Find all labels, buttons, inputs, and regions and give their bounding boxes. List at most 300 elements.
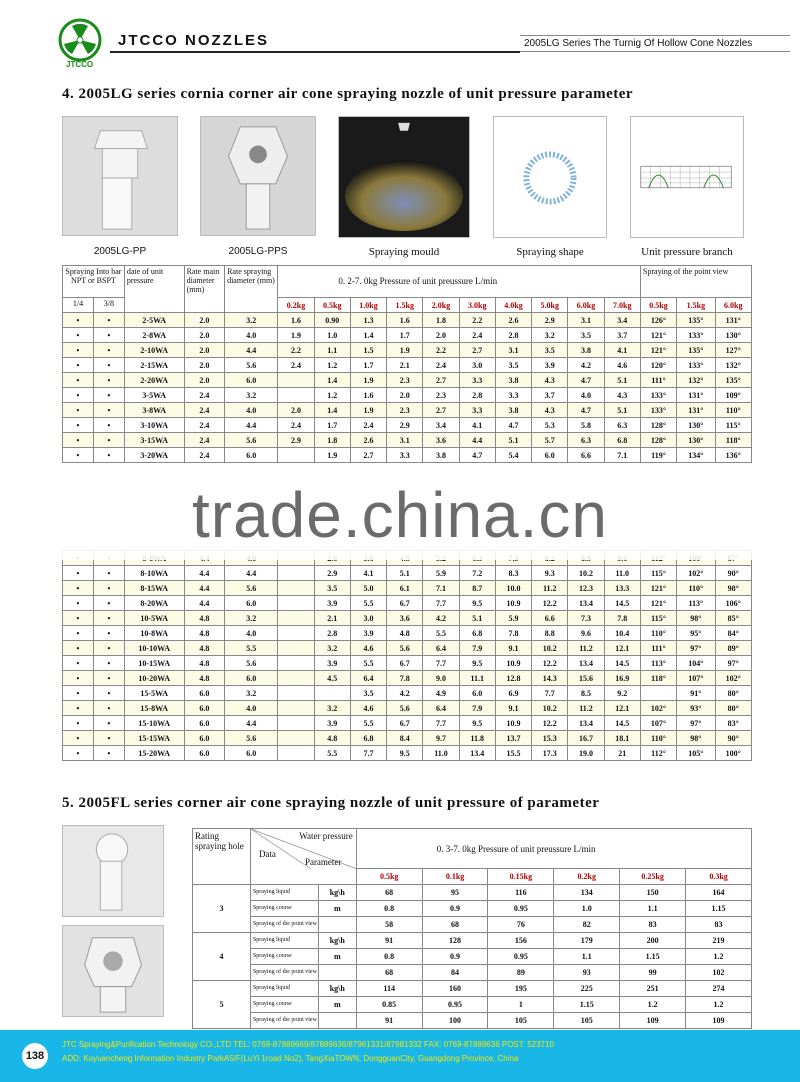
table-cell: 195 — [488, 981, 554, 997]
table-cell: • — [63, 581, 94, 596]
table-cell: 121° — [640, 581, 676, 596]
table-cell: 9.7 — [423, 731, 459, 746]
table-cell: 2-8WA — [124, 328, 184, 343]
table-cell: 6.4 — [423, 641, 459, 656]
table-row — [63, 418, 752, 433]
table-cell: 6.7 — [387, 596, 423, 611]
table-cell: 9.6 — [568, 626, 604, 641]
table-cell: 2.9 — [387, 418, 423, 433]
page-header — [0, 0, 800, 72]
table-cell: 5.1 — [604, 373, 640, 388]
table-cell: 6.0 — [225, 671, 278, 686]
table-cell: 118° — [715, 433, 751, 448]
table-cell: 3-8WA — [124, 403, 184, 418]
table-cell: • — [63, 746, 94, 761]
table-cell — [278, 388, 314, 403]
table-cell: 2.0 — [278, 403, 314, 418]
table-cell: 1.6 — [278, 313, 314, 328]
table-cell: 15.3 — [532, 731, 568, 746]
table-cell: 6.0 — [532, 448, 568, 463]
pressure-col-9: 7.0kg — [604, 298, 640, 313]
table-cell: 1.1 — [620, 901, 686, 917]
table-cell: 4.4 — [225, 418, 278, 433]
table-cell: • — [93, 418, 124, 433]
table-cell: • — [63, 418, 94, 433]
table-cell — [278, 701, 314, 716]
table-cell: 1.1 — [314, 343, 350, 358]
table-cell: 3.2 — [314, 701, 350, 716]
table-cell: 133° — [640, 403, 676, 418]
table-cell: 2.9 — [314, 566, 350, 581]
fl-pressure-col-3: 0.2kg — [554, 869, 620, 885]
table-cell: 4.4 — [225, 716, 278, 731]
table-cell: 2.7 — [350, 448, 386, 463]
watermark-text: trade.china.cn — [191, 479, 609, 551]
table-cell: 4.0 — [225, 701, 278, 716]
table-cell: 89° — [715, 641, 751, 656]
table-cell: 3.7 — [532, 388, 568, 403]
table-cell: 14.3 — [532, 671, 568, 686]
header-parameter: Parameter — [304, 857, 342, 867]
pressure-col-0: 0.2kg — [278, 298, 314, 313]
unit-cell — [318, 965, 356, 981]
table-cell: 8.4 — [387, 731, 423, 746]
table-cell: 251 — [620, 981, 686, 997]
table-row — [63, 686, 752, 701]
table-cell: 3.4 — [423, 418, 459, 433]
table-cell: 2.4 — [184, 448, 225, 463]
table-cell: 15-5WA — [124, 686, 184, 701]
table-cell — [278, 626, 314, 641]
header-into-bar: Spraying Into bar NPT or BSPT — [63, 266, 125, 298]
table-cell: 1.5 — [350, 343, 386, 358]
table-row — [63, 626, 752, 641]
table-cell: 5.6 — [225, 731, 278, 746]
table-cell: 2.4 — [184, 418, 225, 433]
table-cell — [278, 448, 314, 463]
spraying-hole-cell: 4 — [193, 933, 251, 981]
table-cell: 3-10WA — [124, 418, 184, 433]
table-cell: 13.4 — [459, 746, 495, 761]
nozzle-pp-icon — [63, 117, 177, 235]
table-cell: 102 — [686, 965, 752, 981]
table-cell: 5.6 — [225, 656, 278, 671]
table-cell: 2-10WA — [124, 343, 184, 358]
table-row — [63, 433, 752, 448]
table-cell: 2.0 — [423, 328, 459, 343]
table-cell: 10-20WA — [124, 671, 184, 686]
table-cell: 3.5 — [314, 581, 350, 596]
parameter-label: Spraying liquid — [250, 981, 318, 997]
table-cell: • — [93, 626, 124, 641]
table-cell: 5.4 — [495, 448, 531, 463]
table-cell: 2.6 — [495, 313, 531, 328]
table-cell: 160 — [422, 981, 488, 997]
table-cell: 7.7 — [532, 686, 568, 701]
table-cell: 3.9 — [314, 716, 350, 731]
table-cell: 4.8 — [387, 626, 423, 641]
table-cell: 2.1 — [314, 611, 350, 626]
caption-pp: 2005LG-PP — [93, 246, 147, 257]
table-cell: 5.5 — [314, 746, 350, 761]
pressure-graph-icon — [631, 117, 743, 237]
table-cell: 0.95 — [488, 949, 554, 965]
table-cell: 3.9 — [314, 596, 350, 611]
table-cell: 2.0 — [184, 328, 225, 343]
table-cell: 1.4 — [314, 373, 350, 388]
table-cell: 4.7 — [495, 418, 531, 433]
table-cell: 83 — [620, 917, 686, 933]
table-cell: 131° — [677, 403, 715, 418]
table-cell: 5.8 — [568, 418, 604, 433]
footer-address-line: ADD: Koyuancheng Information Industry ParkA5/F(LuYi 1road No2), TangXiaTOWN, DongguanCity, Guangdong Province, China — [62, 1054, 519, 1063]
table-cell: 133° — [677, 328, 715, 343]
table-cell: 1.9 — [387, 343, 423, 358]
table-cell: 10.2 — [568, 566, 604, 581]
table-cell: 1.7 — [350, 358, 386, 373]
table-cell: 110° — [640, 731, 676, 746]
table-cell: 110° — [715, 403, 751, 418]
table-cell: 6.8 — [604, 433, 640, 448]
table-cell: 4.4 — [225, 343, 278, 358]
table-cell: 112° — [640, 746, 676, 761]
table-cell: 6.8 — [350, 731, 386, 746]
unit-cell: m — [318, 901, 356, 917]
table-cell: 9.1 — [495, 701, 531, 716]
table-cell: 109 — [620, 1013, 686, 1029]
table-cell: 16.7 — [568, 731, 604, 746]
table-cell: 97° — [715, 656, 751, 671]
table-cell — [278, 731, 314, 746]
table-cell: 121° — [640, 596, 676, 611]
pressure-col-4: 2.0kg — [423, 298, 459, 313]
table-cell — [278, 716, 314, 731]
table-cell: 2.2 — [459, 313, 495, 328]
table-cell: 2.3 — [387, 373, 423, 388]
table-cell: 128° — [640, 433, 676, 448]
table-cell: 7.1 — [604, 448, 640, 463]
table-cell: 85° — [715, 611, 751, 626]
table-cell: 3.7 — [604, 328, 640, 343]
table-cell: 8-10WA — [124, 566, 184, 581]
table-cell: 15.5 — [495, 746, 531, 761]
table-cell: 2.7 — [459, 343, 495, 358]
table-cell — [314, 686, 350, 701]
table-cell: 5.9 — [423, 566, 459, 581]
table-cell: 4.0 — [568, 388, 604, 403]
table-cell: 6.3 — [604, 418, 640, 433]
table-cell: 10.2 — [532, 641, 568, 656]
table-cell: 12.1 — [604, 641, 640, 656]
table-row — [63, 731, 752, 746]
table-cell: 4.3 — [532, 373, 568, 388]
table-cell: 3.1 — [387, 433, 423, 448]
table-cell: 89 — [488, 965, 554, 981]
table-cell: 4.8 — [314, 731, 350, 746]
table-cell: 16.9 — [604, 671, 640, 686]
table-cell: 3.6 — [423, 433, 459, 448]
table-cell: 3.8 — [423, 448, 459, 463]
table-row — [63, 373, 752, 388]
table-cell: 134 — [554, 885, 620, 901]
table-cell: 8.8 — [532, 626, 568, 641]
table-cell: 100 — [422, 1013, 488, 1029]
table-cell: 15-8WA — [124, 701, 184, 716]
spraying-mould-photo — [338, 116, 470, 238]
table-cell: • — [63, 656, 94, 671]
table-cell: 83° — [715, 716, 751, 731]
table-cell: 11.0 — [423, 746, 459, 761]
table-cell: 3.1 — [568, 313, 604, 328]
table-cell: 1.6 — [387, 313, 423, 328]
table-cell: 93 — [554, 965, 620, 981]
table-cell: 2.0 — [184, 358, 225, 373]
table-cell: • — [63, 403, 94, 418]
table-cell: • — [63, 701, 94, 716]
table-cell: 130° — [677, 433, 715, 448]
table-cell: 111° — [640, 373, 676, 388]
table-cell: 2.2 — [278, 343, 314, 358]
footer-company-line: JTC Spraying&Purification Technology CO.,LTD TEL: 0769-87889669/87889636/87961331/87981332 FAX: 0769-87889636 POST: 523710 — [62, 1040, 554, 1049]
table-cell: 10-15WA — [124, 656, 184, 671]
product-photo-pps — [200, 116, 316, 236]
table-cell: 110° — [640, 626, 676, 641]
table-cell: 10.2 — [532, 701, 568, 716]
table-cell: 105 — [554, 1013, 620, 1029]
table-cell: 4.0 — [225, 626, 278, 641]
table-cell: 5.6 — [387, 701, 423, 716]
table-cell: 2.8 — [314, 626, 350, 641]
table-cell: 8.3 — [495, 566, 531, 581]
unit-cell — [318, 917, 356, 933]
header-pressure-range-2: 0. 3-7. 0kg Pressure of unit preussure L/min — [356, 829, 751, 869]
table-cell: 6.6 — [568, 448, 604, 463]
table-cell: 9.5 — [459, 716, 495, 731]
table-cell: 5.5 — [350, 596, 386, 611]
parameter-table-2005fl — [192, 828, 752, 1029]
table-cell: 95° — [677, 626, 715, 641]
table-cell: 128° — [640, 418, 676, 433]
table-cell: 3.0 — [350, 611, 386, 626]
table-cell: 7.2 — [459, 566, 495, 581]
table-cell: 93° — [677, 701, 715, 716]
unit-cell: m — [318, 949, 356, 965]
table-cell: • — [93, 433, 124, 448]
table-cell: 4.5 — [314, 671, 350, 686]
table-cell: • — [93, 343, 124, 358]
header-pressure-range: 0. 2-7. 0kg Pressure of unit preussure L/min — [278, 266, 641, 298]
table-cell: 90° — [715, 566, 751, 581]
table-cell: 4.4 — [225, 566, 278, 581]
angle-col-2: 6.0kg — [715, 298, 751, 313]
table-cell — [278, 641, 314, 656]
table-cell: 0.8 — [356, 949, 422, 965]
table-cell: 11.1 — [459, 671, 495, 686]
header-spray-diameter: Rate spraying diameter (mm) — [225, 266, 278, 313]
table-cell: • — [63, 686, 94, 701]
table-row — [63, 671, 752, 686]
pressure-col-5: 3.0kg — [459, 298, 495, 313]
table-cell: • — [93, 746, 124, 761]
table-cell: 12.2 — [532, 656, 568, 671]
table-cell: 4.8 — [184, 641, 225, 656]
parameter-label: Spraying course — [250, 901, 318, 917]
header-quarter: 1/4 — [63, 298, 94, 313]
table-cell: • — [93, 566, 124, 581]
angle-col-0: 0.5kg — [640, 298, 676, 313]
table-cell: 0.8 — [356, 901, 422, 917]
table-cell — [278, 746, 314, 761]
table-cell: 12.2 — [532, 596, 568, 611]
unit-pressure-branch-photo — [630, 116, 744, 238]
section2-title: 5. 2005FL series corner air cone spraying nozzle of unit pressure of parameter — [62, 795, 600, 811]
table-cell: 15.6 — [568, 671, 604, 686]
table-cell: • — [63, 671, 94, 686]
table-cell: 5.6 — [225, 433, 278, 448]
table-cell: 2-5WA — [124, 313, 184, 328]
table-cell: 9.2 — [604, 686, 640, 701]
table-cell: 19.0 — [568, 746, 604, 761]
parameter-label: Spraying course — [250, 997, 318, 1013]
table-cell: 82 — [554, 917, 620, 933]
series-title: 2005LG Series The Turnig Of Hollow Cone Nozzles — [520, 35, 790, 52]
table-cell: 6.7 — [387, 656, 423, 671]
caption-unit-pressure-branch: Unit pressure branch — [641, 246, 733, 258]
table-cell: 3.2 — [225, 686, 278, 701]
parameter-label: Spraying liquid — [250, 885, 318, 901]
header-water-pressure: Water pressure — [299, 831, 353, 841]
table-cell: • — [63, 433, 94, 448]
nozzle-fl-side-icon — [63, 926, 163, 1016]
table-cell: • — [93, 388, 124, 403]
table-cell: 5.5 — [423, 626, 459, 641]
table-cell: 4.0 — [225, 328, 278, 343]
table-cell: 13.4 — [568, 596, 604, 611]
table-cell: 6.4 — [423, 701, 459, 716]
pressure-col-7: 5.0kg — [532, 298, 568, 313]
table-cell: 84° — [715, 626, 751, 641]
table-cell: 6.0 — [184, 701, 225, 716]
table-cell: 0.90 — [314, 313, 350, 328]
table-cell: 164 — [686, 885, 752, 901]
table-cell: • — [93, 448, 124, 463]
table-row — [63, 358, 752, 373]
table-cell: • — [63, 328, 94, 343]
table-cell: 9.1 — [495, 641, 531, 656]
table-cell: • — [93, 701, 124, 716]
pressure-col-2: 1.0kg — [350, 298, 386, 313]
table-cell: 7.8 — [387, 671, 423, 686]
table-cell: 2.1 — [387, 358, 423, 373]
header-date-pressure: date of unit pressure — [124, 266, 184, 313]
parameter-label: Spraying course — [250, 949, 318, 965]
table-cell: 4.4 — [184, 596, 225, 611]
table-cell — [640, 686, 676, 701]
table-row — [63, 746, 752, 761]
table-cell: 6.9 — [495, 686, 531, 701]
pressure-col-8: 6.0kg — [568, 298, 604, 313]
caption-spraying-shape: Spraying shape — [516, 246, 584, 258]
table-cell: • — [93, 686, 124, 701]
table-cell: 95 — [422, 885, 488, 901]
table-cell: 9.5 — [459, 596, 495, 611]
table-cell: 0.9 — [422, 949, 488, 965]
table-cell: • — [93, 403, 124, 418]
table-cell: 2.9 — [278, 433, 314, 448]
spraying-shape-photo — [493, 116, 607, 238]
table-cell: 15-20WA — [124, 746, 184, 761]
table-cell: 1.7 — [387, 328, 423, 343]
table-cell: 6.0 — [225, 448, 278, 463]
table-cell: 2.4 — [278, 418, 314, 433]
table-cell: 102° — [640, 701, 676, 716]
table-cell — [278, 581, 314, 596]
table-cell: 4.4 — [459, 433, 495, 448]
table-cell: 219 — [686, 933, 752, 949]
table-cell: 11.0 — [604, 566, 640, 581]
table-cell: • — [93, 731, 124, 746]
table-cell: 4.8 — [184, 611, 225, 626]
table-cell: 127° — [715, 343, 751, 358]
table-row — [63, 343, 752, 358]
table-cell: 4.8 — [184, 671, 225, 686]
table-cell: 10-8WA — [124, 626, 184, 641]
table-cell: 156 — [488, 933, 554, 949]
table-cell: 106° — [715, 596, 751, 611]
table-cell: 7.9 — [459, 641, 495, 656]
table-cell: • — [93, 596, 124, 611]
fl-pressure-col-0: 0.5kg — [356, 869, 422, 885]
table-cell: 18.1 — [604, 731, 640, 746]
spray-cone-icon — [339, 117, 469, 237]
table-cell: 135° — [715, 373, 751, 388]
table-cell: 6.3 — [568, 433, 604, 448]
table-cell: 102° — [715, 671, 751, 686]
table-cell: 1.3 — [350, 313, 386, 328]
table-cell — [278, 566, 314, 581]
table-cell: 114 — [356, 981, 422, 997]
table-cell: 1.9 — [350, 373, 386, 388]
table-cell: 3.5 — [532, 343, 568, 358]
unit-cell: kg\h — [318, 933, 356, 949]
table-cell: 6.0 — [459, 686, 495, 701]
table-cell: 2.0 — [387, 388, 423, 403]
table-cell: 5.1 — [604, 403, 640, 418]
table-cell: 4.0 — [225, 403, 278, 418]
table-cell: 58 — [356, 917, 422, 933]
table-cell: 2.3 — [387, 403, 423, 418]
table-cell: 3.6 — [387, 611, 423, 626]
table-cell: 5.5 — [350, 716, 386, 731]
table-cell: 6.0 — [184, 731, 225, 746]
table-cell: 10.9 — [495, 656, 531, 671]
table-cell: 107° — [640, 716, 676, 731]
table-row — [193, 981, 752, 997]
header-data: Data — [258, 849, 276, 859]
table-cell: 1.8 — [314, 433, 350, 448]
table-cell — [278, 686, 314, 701]
spraying-hole-cell: 5 — [193, 981, 251, 1029]
table-cell: 2.9 — [532, 313, 568, 328]
table-cell: • — [63, 343, 94, 358]
table-cell: 3.2 — [225, 611, 278, 626]
table-cell: 1.7 — [314, 418, 350, 433]
table-cell: 4.8 — [184, 626, 225, 641]
table-cell: • — [63, 566, 94, 581]
table-row — [63, 701, 752, 716]
table-cell: 1.9 — [350, 403, 386, 418]
table-cell: 10.0 — [495, 581, 531, 596]
